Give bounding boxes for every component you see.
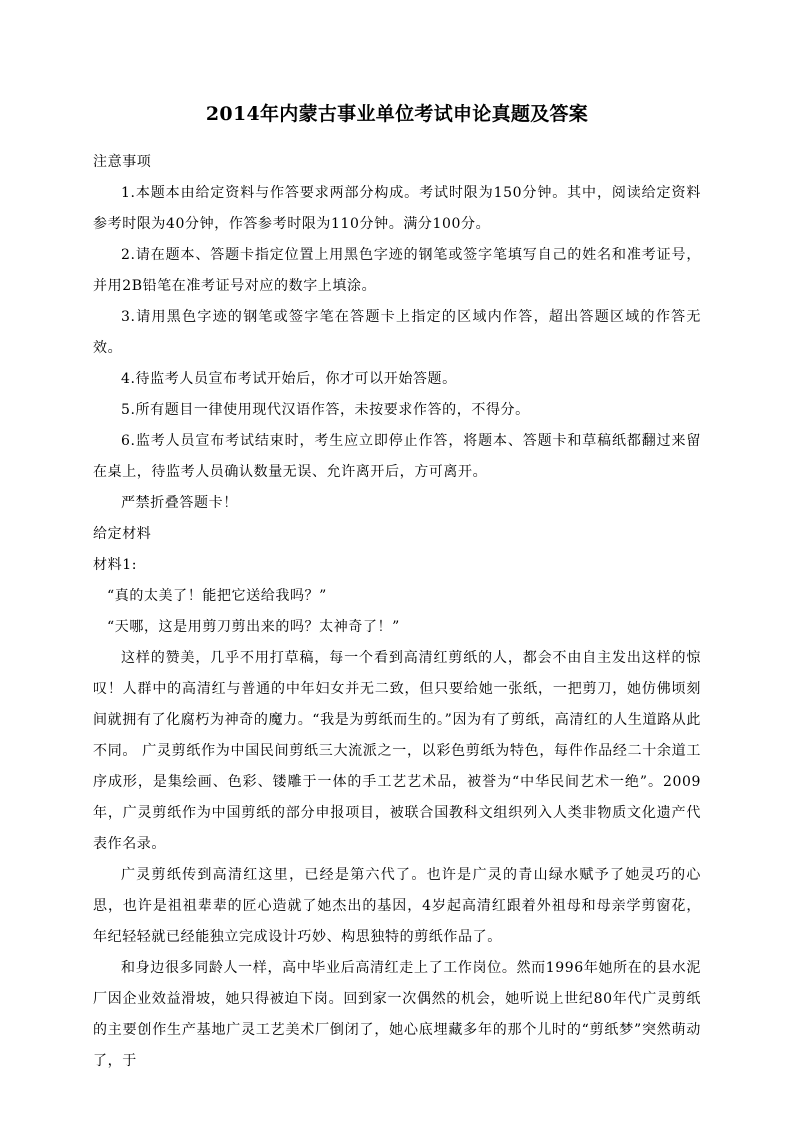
materials-heading: 给定材料 [93, 526, 152, 542]
no-fold-warning: 严禁折叠答题卡！ [121, 495, 238, 511]
material-paragraph-2: 广灵剪纸传到高清红这里，已经是第六代了。也许是广灵的青山绿水赋予了她灵巧的心思，也许是祖祖辈辈的匠心造就了她杰出的基因，4岁起高清红跟着外祖母和母亲学剪窗花，年纪轻轻就已经能独立完成设计巧妙、构思独特的剪纸作品了。 [93, 867, 701, 945]
material-paragraph-3: 和身边很多同龄人一样，高中毕业后高清红走上了工作岗位。然而1996年她所在的县水泥厂因企业效益滑坡，她只得被迫下岗。回到家一次偶然的机会，她听说上世纪80年代广灵剪纸的主要创作生产基地广灵工艺美术厂倒闭了，她心底埋藏多年的那个儿时的“剪纸梦”突然萌动了，于 [93, 960, 701, 1069]
quote-1: “真的太美了！能把它送给我吗？” [107, 588, 327, 604]
material-1-label: 材料1: [93, 557, 138, 573]
notice-item-6: 6.监考人员宣布考试结束时，考生应立即停止作答，将题本、答题卡和草稿纸都翻过来留在桌上，待监考人员确认数量无误、允许离开后，方可离开。 [93, 433, 701, 480]
notice-item-5: 5.所有题目一律使用现代汉语作答，未按要求作答的，不得分。 [121, 402, 530, 418]
notice-item-3: 3.请用黑色字迹的钢笔或签字笔在答题卡上指定的区域内作答，超出答题区域的作答无效。 [93, 309, 701, 356]
notice-item-1: 1.本题本由给定资料与作答要求两部分构成。考试时限为150分钟。其中，阅读给定资料参考时限为40分钟，作答参考时限为110分钟。满分100分。 [93, 185, 701, 232]
notice-item-4: 4.待监考人员宣布考试开始后，你才可以开始答题。 [121, 371, 457, 387]
material-paragraph-1: 这样的赞美，几乎不用打草稿，每一个看到高清红剪纸的人，都会不由自主发出这样的惊叹！人群中的高清红与普通的中年妇女并无二致，但只要给她一张纸，一把剪刀，她仿佛顷刻间就拥有了化腐朽为神奇的魔力。“我是为剪纸而生的。”因为有了剪纸，高清红的人生道路从此不同。 广灵剪纸作为中国民间剪纸三大流派之一，以彩色剪纸为特色，每件作品经二十余道工序成形，是集绘画、色彩、镂雕于一体的手工艺艺术品，被誉为“中华民间艺术一绝”。2009年，广灵剪纸作为中国剪纸的部分申报项目，被联合国教科文组织列入人类非物质文化遗产代表作名录。 [93, 650, 701, 852]
notice-item-2: 2.请在题本、答题卡指定位置上用黑色字迹的钢笔或签字笔填写自己的姓名和准考证号，并用2B铅笔在准考证号对应的数字上填涂。 [93, 247, 701, 294]
notice-heading: 注意事项 [93, 154, 152, 170]
quote-2: “天哪，这是用剪刀剪出来的吗？太神奇了！” [107, 619, 400, 635]
document-title: 2014年内蒙古事业单位考试申论真题及答案 [205, 103, 589, 125]
